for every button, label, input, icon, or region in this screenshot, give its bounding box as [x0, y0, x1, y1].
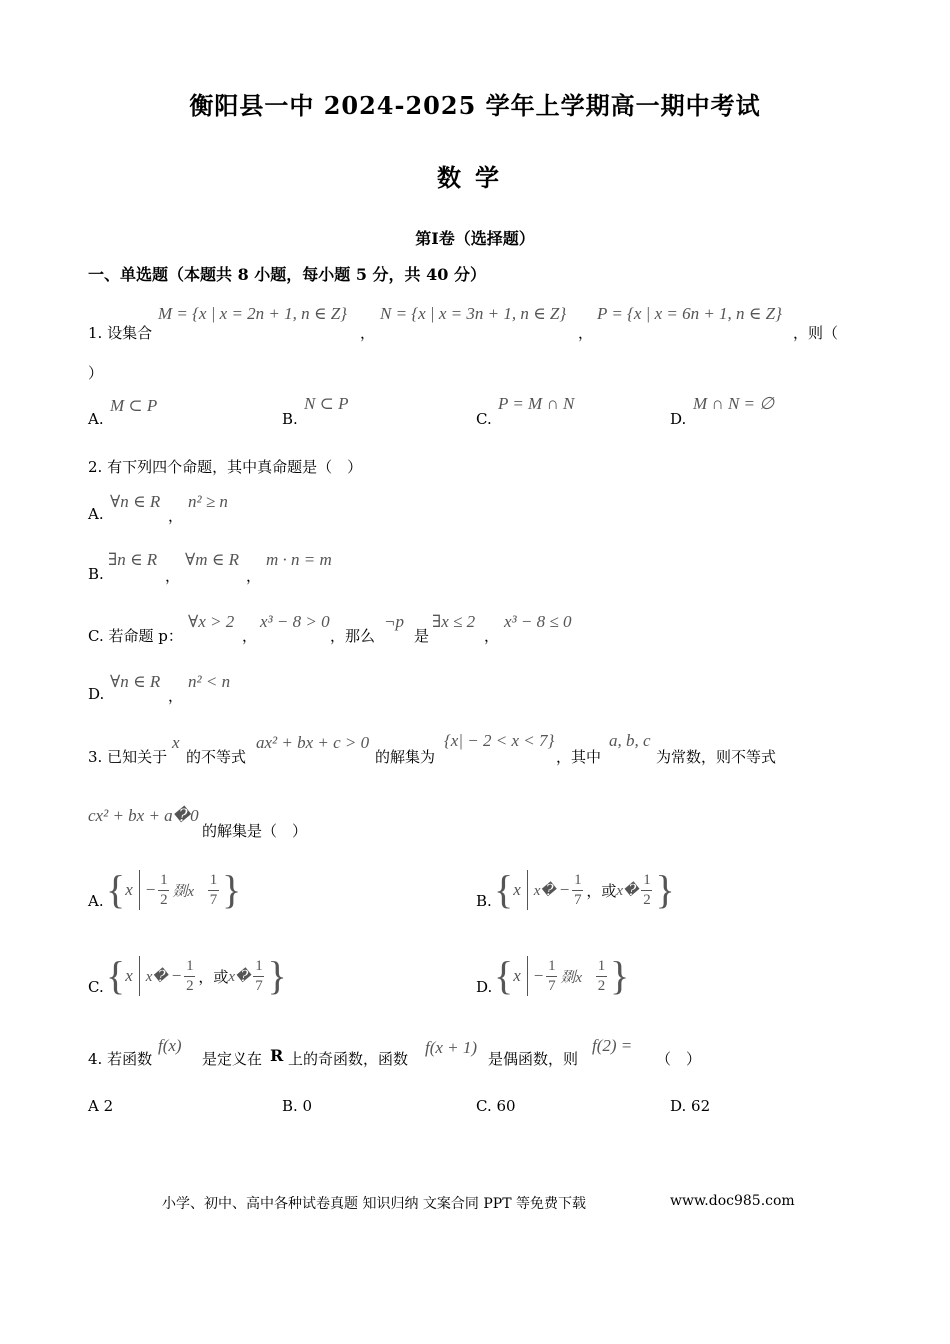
set-variable: x — [125, 880, 133, 899]
q2-option-c-math-4: ∃x ≤ 2 — [432, 612, 476, 631]
q1-option-c-math: P = M ∩ N — [498, 394, 575, 413]
q2-option-b-label: B. — [88, 565, 104, 583]
q3-option-b-set — [494, 864, 675, 916]
numerator: 1 — [209, 871, 218, 888]
x-glyph: x� — [145, 968, 168, 985]
fraction-one-seventh — [546, 958, 557, 995]
range-glyphs: 剟x — [560, 969, 583, 986]
q2-option-a-math-2: n² ≥ n — [188, 492, 228, 511]
q2-option-a-comma: ， — [168, 507, 184, 525]
set-bar — [527, 956, 528, 996]
denominator: 2 — [160, 891, 168, 908]
q4-option-a: A 2 — [88, 1097, 114, 1115]
q2-option-b-math-1: ∃n ∈ R — [108, 550, 158, 569]
numerator: 1 — [255, 957, 263, 974]
q2-option-b-math-3: m · n = m — [266, 550, 332, 569]
or-text: ，或 — [198, 967, 229, 986]
q4-math-fx1: f(x + 1) — [425, 1038, 478, 1057]
q4-text-1: 4. 若函数 — [88, 1050, 153, 1068]
denominator: 7 — [255, 977, 263, 994]
set-variable: x — [513, 966, 521, 985]
q3-text-2: 的不等式 — [186, 748, 247, 766]
denominator: 7 — [548, 977, 556, 994]
q2-option-c-label: C. 若命题 p： — [88, 627, 183, 645]
q1-option-b-math: N ⊂ P — [304, 394, 349, 413]
left-brace: { — [106, 953, 126, 998]
q2-option-c-text-2: 是 — [414, 627, 430, 645]
range-glyphs: 剟x — [172, 883, 195, 900]
fraction-one-half — [184, 958, 195, 995]
fraction-bar — [184, 976, 195, 977]
x-glyph: x� — [533, 882, 556, 899]
or-text: ，或 — [586, 881, 617, 900]
q2-option-c-comma-1: ， — [242, 627, 258, 645]
fraction-bar — [572, 890, 583, 891]
denominator: 2 — [186, 977, 194, 994]
numerator: 1 — [548, 957, 556, 974]
q3-text-3: 的解集为 — [375, 748, 436, 766]
q4-option-d: D. 62 — [670, 1097, 711, 1115]
q2-option-b-math-2: ∀m ∈ R — [185, 550, 240, 569]
q3-math-inequality: ax² + bx + c > 0 — [256, 733, 370, 752]
q1-set-m: M = {x | x = 2n + 1, n ∈ Z} — [158, 304, 347, 323]
q1-set-p: P = {x | x = 6n + 1, n ∈ Z} — [597, 304, 782, 323]
q1-option-c-label: C. — [476, 410, 492, 428]
fraction-one-half — [641, 872, 652, 909]
minus-sign: − — [533, 966, 544, 985]
q2-option-c-math-5: x³ − 8 ≤ 0 — [504, 612, 572, 631]
minus-sign: − — [171, 966, 182, 985]
q3-option-d-label: D. — [476, 978, 493, 996]
set-bar — [139, 956, 140, 996]
q2-option-c-text-1: ，那么 — [330, 627, 376, 645]
q4-text-4: 是偶函数，则 — [488, 1050, 579, 1068]
fraction-bar — [596, 976, 607, 977]
right-brace: } — [655, 867, 675, 912]
q4-option-b: B. 0 — [282, 1097, 313, 1115]
set-variable: x — [513, 880, 521, 899]
set-bar — [139, 870, 140, 910]
set-variable: x — [125, 966, 133, 985]
q3-text-5: 为常数，则不等式 — [656, 748, 777, 766]
q1-comma-2: ， — [578, 324, 594, 342]
fraction-bar — [546, 976, 557, 977]
q1-option-b-label: B. — [282, 410, 298, 428]
numerator: 1 — [643, 871, 651, 888]
q3-math-solution-set: {x| − 2 < x < 7} — [444, 731, 555, 750]
q1-set-n: N = {x | x = 3n + 1, n ∈ Z} — [380, 304, 567, 323]
q2-option-d-math-1: ∀n ∈ R — [110, 672, 161, 691]
q4-math-f2: f(2) = — [592, 1036, 633, 1055]
q1-prefix: 1. 设集合 — [88, 324, 153, 342]
x-glyph: x� — [228, 968, 251, 985]
q4-text-5: （ ） — [656, 1050, 702, 1068]
fraction-bar — [158, 890, 169, 891]
minus-sign: − — [559, 880, 570, 899]
q3-option-b-label: B. — [476, 892, 492, 910]
q2-option-c-math-2: x³ − 8 > 0 — [260, 612, 330, 631]
set-bar — [527, 870, 528, 910]
fraction-one-half — [158, 872, 169, 909]
q3-option-c-set — [106, 950, 287, 1002]
q2-option-b-comma-2: ， — [246, 567, 262, 585]
q1-close: ） — [88, 364, 104, 382]
q4-math-fx: f(x) — [158, 1036, 182, 1055]
fraction-one-seventh — [208, 872, 219, 909]
numerator: 1 — [597, 957, 606, 974]
q2-option-d-comma: ， — [168, 687, 184, 705]
q2-option-a-math-1: ∀n ∈ R — [110, 492, 161, 511]
q2-option-b-comma-1: ， — [165, 567, 181, 585]
right-brace: } — [267, 953, 287, 998]
q4-option-c: C. 60 — [476, 1097, 516, 1115]
q1-comma-1: ， — [360, 324, 376, 342]
q2-option-c-math-3: ¬p — [384, 612, 404, 631]
q3-text-6: 的解集是（ ） — [202, 822, 308, 840]
q3-option-a-set — [106, 864, 241, 916]
fraction-one-half — [596, 958, 607, 995]
q3-option-c-label: C. — [88, 978, 104, 996]
q2-option-c-comma-2: ， — [484, 627, 500, 645]
left-brace: { — [494, 867, 514, 912]
denominator: 2 — [597, 977, 606, 994]
x-glyph: x� — [616, 882, 639, 899]
footer-link[interactable]: www.doc985.com — [670, 1193, 795, 1209]
q2-stem: 2. 有下列四个命题，其中真命题是（ ） — [88, 458, 363, 476]
q1-suffix: ，则（ — [793, 324, 839, 342]
fraction-one-seventh — [572, 872, 583, 909]
subject-title: 数学 — [437, 163, 513, 192]
left-brace: { — [494, 953, 514, 998]
q3-math-constants: a, b, c — [609, 731, 651, 750]
exam-title: 衡阳县一中 2024-2025 学年上学期高一期中考试 — [189, 91, 761, 120]
q1-option-d-label: D. — [670, 410, 687, 428]
right-brace: } — [222, 867, 242, 912]
fraction-bar — [253, 976, 264, 977]
fraction-bar — [208, 890, 219, 891]
section-heading: 一、单选题（本题共 8 小题，每小题 5 分，共 40 分） — [88, 265, 486, 284]
q3-option-d-set — [494, 950, 629, 1002]
q3-text-1: 3. 已知关于 — [88, 748, 168, 766]
footer-text: 小学、初中、高中各种试卷真题 知识归纳 文案合同 PPT 等免费下载 — [162, 1196, 586, 1212]
denominator: 7 — [574, 891, 582, 908]
numerator: 1 — [574, 871, 582, 888]
q3-math-target: cx² + bx + a�0 — [88, 806, 199, 825]
q3-option-a-label: A. — [88, 892, 104, 910]
denominator: 2 — [643, 891, 651, 908]
q3-text-4: ，其中 — [556, 748, 602, 766]
q4-text-3: 上的奇函数，函数 — [288, 1050, 409, 1068]
q3-math-x: x — [172, 733, 180, 752]
right-brace: } — [610, 953, 630, 998]
q2-option-c-math-1: ∀x > 2 — [188, 612, 235, 631]
fraction-bar — [641, 890, 652, 891]
left-brace: { — [106, 867, 126, 912]
denominator: 7 — [209, 891, 218, 908]
q2-option-a-label: A. — [88, 505, 104, 523]
q4-text-2: 是定义在 — [202, 1050, 263, 1068]
fraction-one-seventh — [253, 958, 264, 995]
q1-option-a-label: A. — [88, 410, 104, 428]
numerator: 1 — [186, 957, 194, 974]
q1-option-a-math: M ⊂ P — [110, 396, 158, 415]
q2-option-d-label: D. — [88, 685, 105, 703]
q2-option-d-math-2: n² < n — [188, 672, 231, 691]
q1-option-d-math: M ∩ N = ∅ — [693, 394, 775, 413]
numerator: 1 — [160, 871, 168, 888]
part-heading: 第Ⅰ卷（选择题） — [415, 229, 535, 248]
minus-sign: − — [145, 880, 156, 899]
q4-real-set: R — [270, 1046, 284, 1065]
